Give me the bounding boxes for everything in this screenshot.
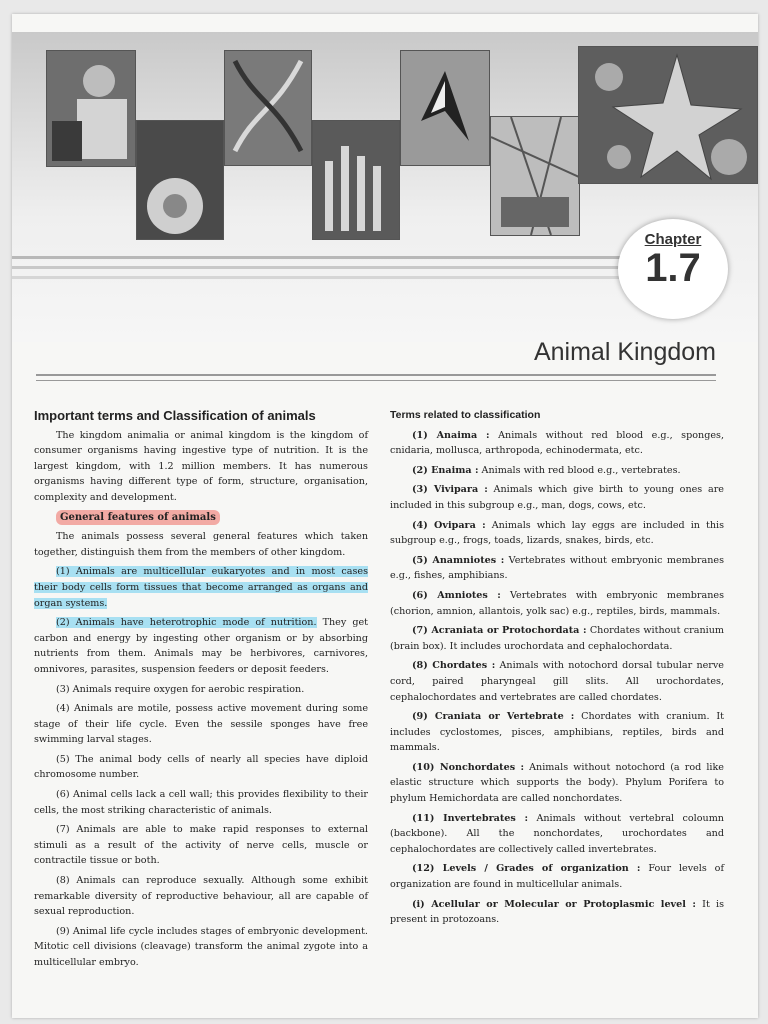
term-text: Animals without vertebral coloumn (backbone). All the nonchordates, urochordates and cephalochordates are collectively called invertebrates. bbox=[390, 812, 724, 855]
term-item bbox=[390, 428, 724, 459]
term-item bbox=[390, 463, 724, 479]
term-label: (11) Invertebrates : bbox=[412, 812, 529, 824]
term-item bbox=[390, 897, 724, 928]
term-label: (12) Levels / Grades of organization : bbox=[412, 863, 641, 875]
term-item bbox=[390, 553, 724, 584]
banner-rule bbox=[12, 276, 630, 279]
term-label: (8) Chordates : bbox=[412, 660, 496, 672]
paragraph: The kingdom animalia or animal kingdom is the kingdom of consumer organisms having ingestive type of nutrition. It is the largest kingdom, with 1.2 million members. It has numerous organisms having different type of form, structure, organisation, complexity and development. bbox=[34, 429, 368, 503]
banner-rule bbox=[12, 266, 630, 269]
paragraph: The animals possess several general features which taken together, distinguish them from the members of other kingdom. bbox=[34, 531, 368, 558]
term-item bbox=[390, 623, 724, 654]
term-item bbox=[390, 861, 724, 892]
coral-photo bbox=[312, 120, 400, 240]
term-item bbox=[390, 658, 724, 705]
term-text: Animals which lay eggs are included in this subgroup e.g., frogs, toads, lizards, snakes, birds, etc. bbox=[390, 519, 724, 547]
left-column bbox=[34, 408, 368, 975]
feature-4: (4) Animals are motile, possess active movement during some stage of their life cycle. Even the sessile sponges have free swimming larval stages. bbox=[34, 703, 368, 746]
feature-9: (9) Animal life cycle includes stages of embryonic development. Mitotic cell divisions (cleavage) transform the animal zygote into a multicellular embryo. bbox=[34, 925, 368, 968]
term-item bbox=[390, 760, 724, 807]
highlighted-text: (1) Animals are multicellular eukaryotes and in most cases their body cells form tissues that become arranged as organs and organ systems. bbox=[34, 566, 368, 609]
feature-1 bbox=[34, 564, 368, 611]
term-label: (5) Anamniotes : bbox=[412, 554, 505, 566]
feature-5: (5) The animal body cells of nearly all species have diploid chromosome number. bbox=[34, 753, 368, 781]
term-label: (1) Anaima : bbox=[412, 429, 490, 441]
term-label: (4) Ovipara : bbox=[412, 519, 486, 531]
subheading-general-features: General features of animals bbox=[56, 510, 220, 526]
term-item bbox=[390, 709, 724, 756]
banner-rule bbox=[12, 256, 630, 259]
term-text: Vertebrates with embryonic membranes (chorion, amnion, allantois, yolk sac) e.g., reptiles, birds, mammals. bbox=[390, 589, 724, 617]
term-text: It is present in protozoans. bbox=[390, 898, 724, 926]
term-text: Four levels of organization are found in multicellular animals. bbox=[390, 863, 725, 891]
term-label: (i) Acellular or Molecular or Protoplasmic level : bbox=[412, 898, 696, 910]
dandelion-photo bbox=[136, 120, 224, 240]
term-text: Animals without notochord (a rod like elastic structure which supports the body). Phylum Porifera to phylum Hemichordata are called nonchordates. bbox=[390, 761, 724, 805]
term-text: Chordates without cranium (brain box). It includes urochordata and cephalochordata. bbox=[390, 625, 724, 652]
term-text: Vertebrates without embryonic membranes e.g., fishes, amphibians. bbox=[390, 554, 724, 582]
starfish-photo bbox=[578, 46, 758, 184]
feature-2 bbox=[34, 615, 368, 677]
chapter-label: Chapter bbox=[644, 231, 702, 248]
lab-photo bbox=[490, 116, 580, 236]
feature-7: (7) Animals are able to make rapid responses to external stimuli as a result of the activity of nerve cells, muscle or contractile tissue or both. bbox=[34, 824, 368, 867]
term-item bbox=[390, 588, 724, 619]
title-rule bbox=[36, 380, 716, 381]
highlighted-text: (2) Animals have heterotrophic mode of nutrition. bbox=[56, 617, 317, 629]
term-text: Chordates with cranium. It includes cyclostomes, pisces, amphibians, reptiles, birds and mammals. bbox=[390, 711, 724, 754]
term-text: Animals without red blood e.g., sponges, cnidaria, mollusca, arthropoda, echinodermata, etc. bbox=[390, 429, 724, 457]
feature-8: (8) Animals can reproduce sexually. Although some exhibit remarkable diversity of reproductive behaviour, all are capable of sexual reproduction. bbox=[34, 875, 368, 918]
butterfly-photo bbox=[400, 50, 490, 166]
term-label: (3) Vivipara : bbox=[412, 484, 488, 496]
term-text: Animals with notochord dorsal tubular nerve cord, paired pharyngeal gill slits. All urochordates, cephalochordates and vertebrates are called chordates. bbox=[390, 660, 724, 703]
term-text: Animals with red blood e.g., vertebrates. bbox=[478, 464, 681, 476]
right-column bbox=[390, 408, 724, 932]
term-label: (6) Amniotes : bbox=[412, 589, 501, 601]
title-rule bbox=[36, 374, 716, 376]
term-text: Animals which give birth to young ones are included in this subgroup e.g., man, dogs, cows, etc. bbox=[390, 484, 724, 511]
term-label: (7) Acraniata or Protochordata : bbox=[412, 625, 587, 637]
chapter-number: 1.7 bbox=[645, 246, 701, 290]
term-item bbox=[390, 811, 724, 858]
section-heading: Terms related to classification bbox=[390, 409, 541, 421]
feature-text: They get carbon and energy by ingesting other organism or by absorbing nutrients from them. Animals may be herbivores, carnivores, omnivores, parasites, suspension feeders or deposit feeders. bbox=[34, 617, 368, 675]
section-heading: Important terms and Classification of animals bbox=[34, 408, 316, 423]
page-title: Animal Kingdom bbox=[533, 338, 716, 366]
term-label: (10) Nonchordates : bbox=[412, 761, 525, 773]
chapter-badge bbox=[618, 219, 728, 319]
feature-6: (6) Animal cells lack a cell wall; this provides flexibility to their cells, the most striking characteristic of animals. bbox=[34, 789, 368, 816]
feature-3: (3) Animals require oxygen for aerobic respiration. bbox=[56, 683, 305, 695]
dna-photo bbox=[224, 50, 312, 166]
term-item bbox=[390, 518, 724, 549]
term-label: (2) Enaima : bbox=[412, 464, 479, 476]
term-item bbox=[390, 482, 724, 513]
term-label: (9) Craniata or Vertebrate : bbox=[412, 711, 575, 723]
textbook-page bbox=[12, 14, 758, 1018]
scientist-photo bbox=[46, 50, 136, 167]
